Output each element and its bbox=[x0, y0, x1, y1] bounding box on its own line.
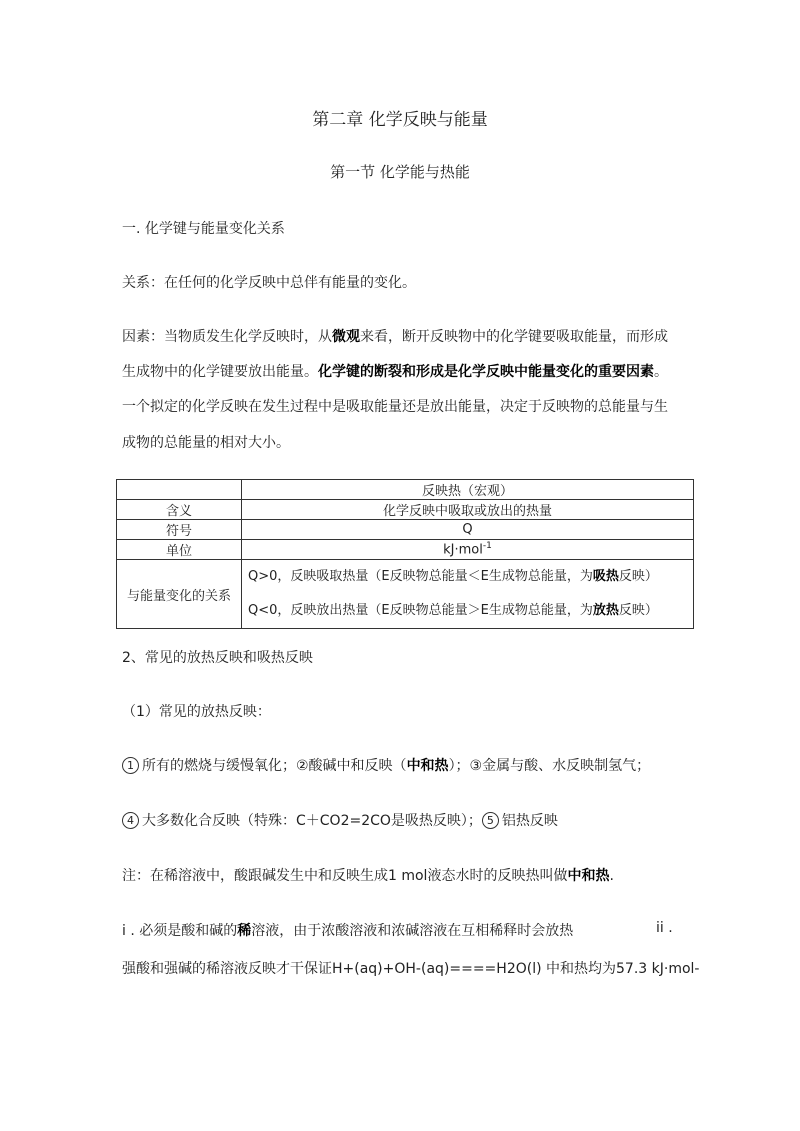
table-cell bbox=[242, 540, 694, 560]
table-row bbox=[117, 560, 694, 629]
reaction-heat-table bbox=[116, 479, 694, 629]
factor-line-2 bbox=[122, 361, 668, 381]
factor-text: 生成物中的化学键要放出能量。 bbox=[122, 364, 318, 380]
note-paragraph bbox=[122, 865, 614, 885]
point-ii-marker: ii . bbox=[656, 920, 673, 936]
relation-paragraph: 关系：在任何的化学反映中总伴有能量的变化。 bbox=[122, 275, 416, 291]
note-text: 注：在稀溶液中，酸跟碱发生中和反映生成1 mol液态水时的反映热叫做 bbox=[122, 868, 568, 884]
subsection-heading: （1）常见的放热反映： bbox=[122, 704, 271, 720]
section-heading-1: 一. 化学键与能量变化关系 bbox=[122, 221, 285, 237]
circled-number: 5 bbox=[482, 812, 499, 829]
table-row-label: 单位 bbox=[117, 540, 242, 560]
factor-emphasis: 化学键的断裂和形成是化学反映中能量变化的重要因素 bbox=[318, 364, 654, 380]
list-item bbox=[122, 755, 650, 775]
factor-line-3: 一个拟定的化学反映在发生过程中是吸取能量还是放出能量，决定于反映物的总能量与生 bbox=[122, 399, 668, 415]
point-ii-text: 强酸和强碱的稀溶液反映才干保证H+(aq)+OH-(aq)====H2O(l) 中和热均为57.3 kJ·mol- bbox=[122, 961, 700, 977]
relation-negative bbox=[248, 594, 689, 628]
section-heading-2: 2、常见的放热反映和吸热反映 bbox=[122, 650, 313, 666]
table-cell bbox=[117, 480, 242, 500]
point-text: 溶液，由于浓酸溶液和浓碱溶液在互相稀释时会放热 bbox=[251, 923, 574, 939]
relation-emphasis: 放热 bbox=[592, 603, 619, 618]
table-cell: 化学反映中吸取或放出的热量 bbox=[242, 500, 694, 520]
table-row bbox=[117, 480, 694, 500]
relation-positive bbox=[248, 560, 689, 594]
table-row-label: 含义 bbox=[117, 500, 242, 520]
circled-number: 1 bbox=[122, 757, 139, 774]
table-cell: Q bbox=[242, 520, 694, 540]
chapter-title: 第二章 化学反映与能量 bbox=[312, 110, 488, 130]
table-header: 反映热（宏观） bbox=[242, 480, 694, 500]
factor-line-4: 成物的总能量的相对大小。 bbox=[122, 435, 290, 451]
circled-number: 4 bbox=[122, 812, 139, 829]
factor-line-1 bbox=[122, 326, 668, 346]
table-row bbox=[117, 540, 694, 560]
table-row-label: 与能量变化的关系 bbox=[117, 560, 242, 629]
factor-text: 来看，断开反映物中的化学键要吸取能量，而形成 bbox=[360, 329, 668, 345]
note-text: . bbox=[609, 868, 614, 884]
point-i bbox=[122, 920, 573, 940]
table-row bbox=[117, 500, 694, 520]
list-text: 所有的燃烧与缓慢氧化；②酸碱中和反映（ bbox=[142, 758, 407, 774]
note-emphasis: 中和热 bbox=[567, 868, 610, 884]
factor-text: 。 bbox=[654, 364, 668, 380]
list-text: 铝热反映 bbox=[501, 813, 558, 829]
relation-text: 反映） bbox=[618, 603, 658, 618]
relation-emphasis: 吸热 bbox=[592, 569, 619, 584]
list-emphasis: 中和热 bbox=[406, 758, 449, 774]
list-text: 大多数化合反映（特殊：C＋CO2=2CO是吸热反映）； bbox=[142, 813, 482, 829]
list-item bbox=[122, 810, 558, 830]
unit-text: kJ·mol bbox=[443, 542, 483, 558]
factor-text: 因素：当物质发生化学反映时，从 bbox=[122, 329, 332, 345]
relation-text: Q>0，反映吸取热量（E反映物总能量＜E生成物总能量，为 bbox=[248, 569, 593, 584]
unit-exponent: -1 bbox=[482, 541, 492, 552]
point-text: i . 必须是酸和碱的 bbox=[122, 923, 238, 939]
section-title: 第一节 化学能与热能 bbox=[330, 163, 470, 181]
relation-text: Q<0，反映放出热量（E反映物总能量＞E生成物总能量，为 bbox=[248, 603, 593, 618]
table-cell bbox=[242, 560, 694, 629]
point-emphasis: 稀 bbox=[237, 923, 252, 939]
list-text: ）；③金属与酸、水反映制氢气； bbox=[448, 758, 651, 774]
table-row-label: 符号 bbox=[117, 520, 242, 540]
factor-emphasis: 微观 bbox=[332, 329, 360, 345]
relation-text: 反映） bbox=[618, 569, 658, 584]
table-row bbox=[117, 520, 694, 540]
